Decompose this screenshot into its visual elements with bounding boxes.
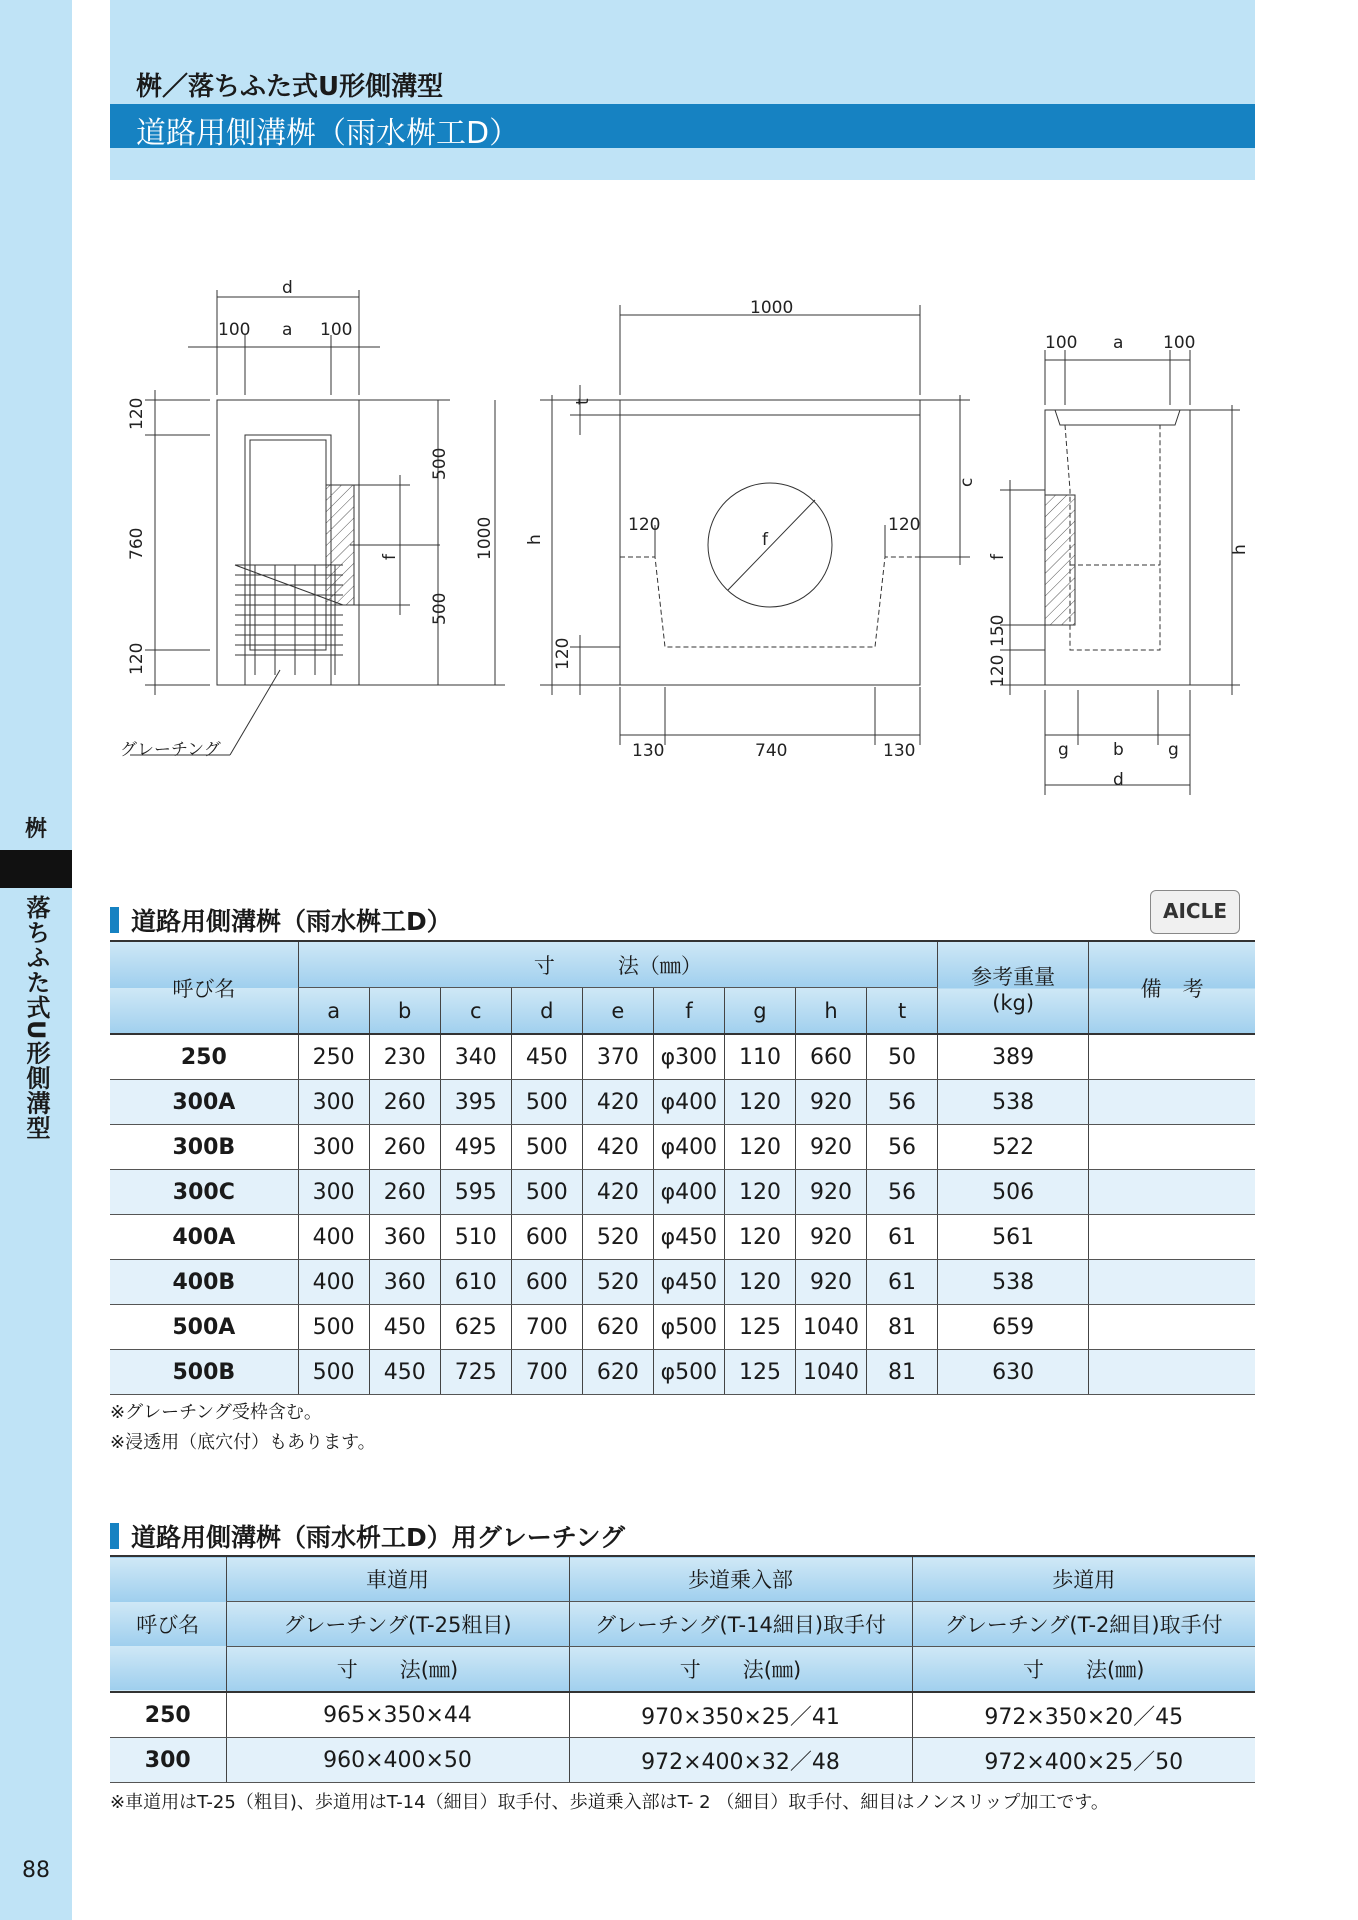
dim-label-120: 120 — [628, 515, 661, 535]
page-header — [110, 0, 1255, 180]
sidebar-marker — [0, 850, 72, 888]
dim-label-500: 500 — [430, 447, 450, 480]
group-header: 歩道乗入部 — [569, 1556, 912, 1602]
type-header: グレーチング(T-14細目)取手付 — [569, 1602, 912, 1647]
dim-label-f: f — [762, 530, 768, 550]
dim-label-c: c — [957, 477, 977, 487]
spec-table — [110, 940, 1255, 1395]
remarks-header: 備 考 — [1089, 941, 1255, 1034]
col-header: e — [582, 988, 653, 1035]
table-row: 300B 300 260 495 500 420 φ400 120 920 56 522 — [110, 1125, 1255, 1170]
title-bar — [110, 104, 1255, 151]
table-row: 400B 400 360 610 600 520 φ450 120 920 61 538 — [110, 1260, 1255, 1305]
dim-label-h: h — [1230, 544, 1250, 555]
dim-label-130: 130 — [883, 741, 916, 761]
dim-label-b: b — [1113, 740, 1124, 760]
dim-label-130: 130 — [632, 741, 665, 761]
col-header: a — [298, 988, 369, 1035]
table-row: 250 250 230 340 450 370 φ300 110 660 50 389 — [110, 1034, 1255, 1080]
col-header: d — [511, 988, 582, 1035]
weight-header: 参考重量 (kg) — [938, 941, 1089, 1034]
dim-label-g: g — [1168, 740, 1179, 760]
dim-label-f: f — [380, 554, 400, 560]
section-marker — [110, 1523, 119, 1549]
col-header: g — [724, 988, 795, 1035]
dim-label-f: f — [988, 554, 1008, 560]
dim-label-120: 120 — [127, 642, 147, 675]
dim-label-150: 150 — [988, 614, 1008, 647]
table-row: 400A 400 360 510 600 520 φ450 120 920 61 561 — [110, 1215, 1255, 1260]
group-header: 歩道用 — [912, 1556, 1255, 1602]
dim-label-a: a — [282, 320, 293, 340]
table-row: 500B 500 450 725 700 620 φ500 125 1040 81 630 — [110, 1350, 1255, 1395]
dim-label-a: a — [1113, 333, 1124, 353]
dim-label-100: 100 — [1163, 333, 1196, 353]
dim-label-h: h — [525, 534, 545, 545]
sidebar-category: 桝 — [24, 817, 47, 842]
dim-label-120: 120 — [888, 515, 921, 535]
table-row: 300C 300 260 595 500 420 φ400 120 920 56 506 — [110, 1170, 1255, 1215]
dim-header: 寸 法(㎜) — [912, 1647, 1255, 1693]
table2-title — [110, 1518, 625, 1554]
dim-label-100: 100 — [1045, 333, 1078, 353]
table1-title — [110, 902, 452, 938]
type-header: グレーチング(T-25粗目) — [226, 1602, 569, 1647]
note-text: ※グレーチング受枠含む。 — [110, 1402, 322, 1423]
dims-header: 寸 法（㎜） — [298, 941, 937, 988]
name-header: 呼び名 — [136, 1613, 200, 1637]
col-header: t — [867, 988, 938, 1035]
dim-label-100: 100 — [218, 320, 251, 340]
group-header: 車道用 — [226, 1556, 569, 1602]
front-view-body — [620, 400, 920, 685]
name-header: 呼び名 — [110, 941, 298, 1034]
hatch-area — [326, 485, 354, 605]
dim-label-g: g — [1058, 740, 1069, 760]
col-header: b — [369, 988, 440, 1035]
dim-header: 寸 法(㎜) — [226, 1647, 569, 1693]
col-header: c — [440, 988, 511, 1035]
dim-label-740: 740 — [755, 741, 788, 761]
grating-label: グレーチング — [120, 740, 221, 760]
table-row: 500A 500 450 625 700 620 φ500 125 1040 81 659 — [110, 1305, 1255, 1350]
dim-label-t: t — [573, 398, 593, 405]
table-row: 250 965×350×44 970×350×25／41 972×350×20／45 — [110, 1692, 1255, 1738]
dim-header: 寸 法(㎜) — [569, 1647, 912, 1693]
dim-label-d: d — [1113, 770, 1124, 790]
page-subtitle: 桝／落ちふた式U形側溝型 — [136, 72, 444, 102]
dim-label-760: 760 — [127, 527, 147, 560]
table1-notes — [110, 1398, 376, 1458]
col-header: f — [653, 988, 724, 1035]
grating-table — [110, 1555, 1255, 1783]
table2-title-text: 道路用側溝桝（雨水枡工D）用グレーチング — [131, 1523, 626, 1552]
dim-label-120: 120 — [127, 397, 147, 430]
dim-label-1000: 1000 — [750, 298, 794, 318]
technical-drawing — [110, 275, 1255, 815]
dim-label-500: 500 — [430, 592, 450, 625]
sidebar-section: 落ちふた式U形側溝型 — [22, 895, 50, 1141]
col-header: h — [795, 988, 866, 1035]
table-row: 300A 300 260 395 500 420 φ400 120 920 56 538 — [110, 1080, 1255, 1125]
table2-note: ※車道用はT-25（粗目)、歩道用はT-14（細目）取手付、歩道乗入部はT- 2 （細目）取手付、細目はノンスリップ加工です。 — [110, 1792, 1109, 1813]
table-row: 300 960×400×50 972×400×32／48 972×400×25／50 — [110, 1738, 1255, 1783]
dim-label-d: d — [282, 278, 293, 298]
dim-label-120: 120 — [988, 654, 1008, 687]
dim-label-1000: 1000 — [475, 516, 495, 560]
page-number: 88 — [22, 1858, 50, 1883]
page-title: 道路用側溝桝（雨水桝工D） — [136, 116, 520, 151]
section-marker — [110, 907, 119, 933]
type-header: グレーチング(T-2細目)取手付 — [912, 1602, 1255, 1647]
table1-title-text: 道路用側溝桝（雨水桝工D） — [131, 907, 452, 936]
dim-label-100: 100 — [320, 320, 353, 340]
note-text: ※浸透用（底穴付）もあります。 — [110, 1432, 376, 1453]
aicle-logo: AICLE — [1150, 890, 1240, 934]
dim-label-120: 120 — [553, 637, 573, 670]
